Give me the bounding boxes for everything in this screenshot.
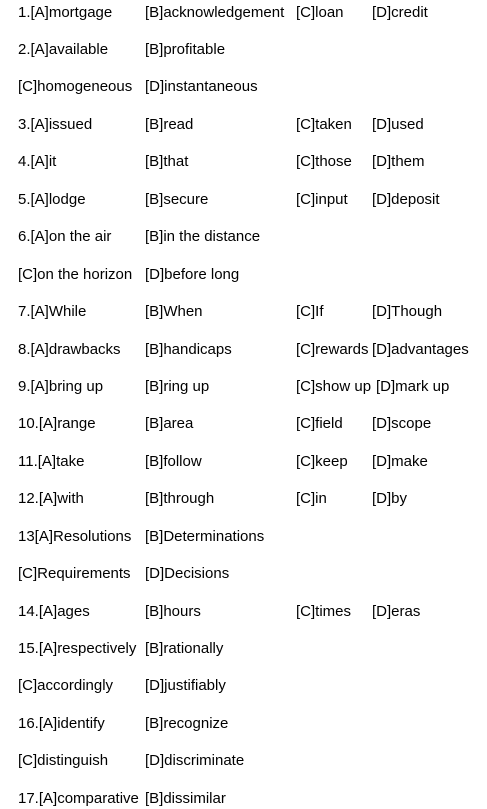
option-cell: [D]deposit [372,191,440,208]
option-cell: 13[A]Resolutions [18,528,132,545]
option-cell: [D]credit [372,4,428,21]
option-cell: 4.[A]it [18,153,57,170]
option-row [0,377,487,397]
option-cell: 7.[A]While [18,303,87,320]
option-cell: [C]rewards [296,341,369,358]
option-cell: [C]taken [296,116,352,133]
option-cell: 3.[A]issued [18,116,93,133]
option-cell: [C]accordingly [18,677,114,694]
option-cell: 17.[A]comparative [18,790,139,807]
option-cell: 1.[A]mortgage [18,4,113,21]
option-cell: [C]show up [296,378,372,395]
option-row [0,152,487,172]
option-cell: [B]rationally [145,640,224,657]
option-cell: [C]distinguish [18,752,109,769]
option-cell: 9.[A]bring up [18,378,104,395]
option-cell: 8.[A]drawbacks [18,341,121,358]
option-cell: [D]mark up [376,378,450,395]
option-cell: [B]acknowledgement [145,4,285,21]
option-cell: [C]field [296,415,343,432]
option-row [0,602,487,622]
option-cell: [D]Though [372,303,443,320]
option-row [0,489,487,509]
option-row [0,190,487,210]
option-cell: [B]read [145,116,194,133]
option-row [0,414,487,434]
option-cell: 16.[A]identify [18,715,105,732]
option-cell: [D]justifiably [145,677,226,694]
option-row [0,527,487,547]
option-row [0,340,487,360]
option-row [0,789,487,809]
option-row [0,564,487,584]
option-cell: [B]follow [145,453,202,470]
option-cell: [C]keep [296,453,348,470]
option-cell: [D]instantaneous [145,78,258,95]
option-cell: [B]through [145,490,215,507]
option-cell: [C]on the horizon [18,266,133,283]
option-cell: [B]When [145,303,203,320]
option-cell: [C]those [296,153,352,170]
option-cell: [D]make [372,453,428,470]
option-cell: [B]profitable [145,41,226,58]
option-cell: 6.[A]on the air [18,228,112,245]
option-cell: 10.[A]range [18,415,96,432]
option-cell: [C]Requirements [18,565,131,582]
option-cell: [D]used [372,116,424,133]
option-cell: [C]If [296,303,324,320]
option-row [0,227,487,247]
option-cell: [C]times [296,603,352,620]
option-cell: 5.[A]lodge [18,191,86,208]
option-cell: [D]them [372,153,425,170]
option-cell: [B]recognize [145,715,229,732]
option-cell: [B]in the distance [145,228,261,245]
option-cell: 14.[A]ages [18,603,90,620]
option-row [0,302,487,322]
option-cell: [B]that [145,153,189,170]
option-cell: 15.[A]respectively [18,640,137,657]
option-cell: [B]area [145,415,194,432]
option-cell: [B]dissimilar [145,790,226,807]
option-row [0,676,487,696]
option-cell: [C]homogeneous [18,78,133,95]
option-cell: [C]input [296,191,348,208]
option-cell: [D]by [372,490,408,507]
option-cell: [D]discriminate [145,752,245,769]
option-row [0,77,487,97]
option-row [0,714,487,734]
option-row [0,3,487,23]
option-cell: [B]ring up [145,378,210,395]
option-row [0,639,487,659]
option-row [0,452,487,472]
option-cell: 12.[A]with [18,490,84,507]
option-row [0,751,487,771]
option-cell: [D]eras [372,603,421,620]
option-cell: [D]advantages [372,341,469,358]
option-cell: [D]Decisions [145,565,230,582]
option-cell: 2.[A]available [18,41,109,58]
option-cell: [B]handicaps [145,341,232,358]
option-cell: [B]Determinations [145,528,265,545]
option-row [0,115,487,135]
option-row [0,40,487,60]
option-row [0,265,487,285]
option-cell: 11.[A]take [18,453,85,470]
option-cell: [D]scope [372,415,432,432]
option-cell: [C]loan [296,4,344,21]
option-cell: [B]secure [145,191,209,208]
option-cell: [C]in [296,490,327,507]
option-cell: [B]hours [145,603,201,620]
option-cell: [D]before long [145,266,240,283]
